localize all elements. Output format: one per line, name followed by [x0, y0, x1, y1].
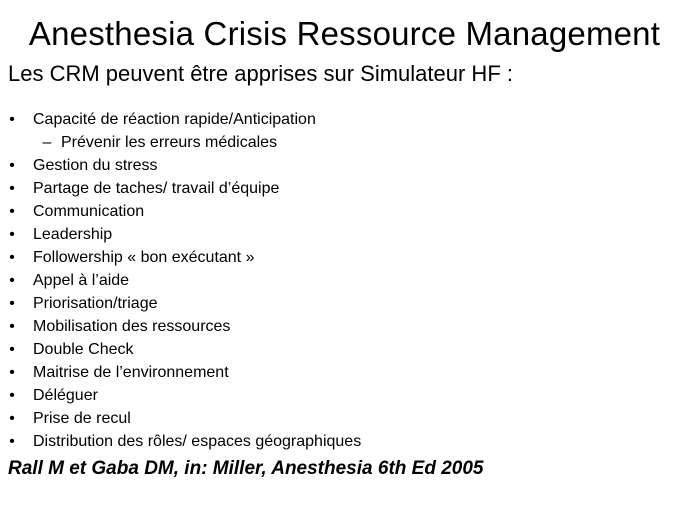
bullet-icon: • — [9, 410, 15, 427]
list-item — [0, 338, 689, 361]
list-item — [0, 430, 689, 453]
slide-subtitle: Les CRM peuvent être apprises sur Simulateur HF : — [8, 61, 513, 86]
list-item-text: Capacité de réaction rapide/Anticipation — [33, 111, 316, 128]
list-item — [0, 200, 689, 223]
bullet-icon: • — [9, 364, 15, 381]
dash-icon: – — [42, 134, 52, 151]
bullet-icon: • — [9, 387, 15, 404]
list-item-text: Gestion du stress — [33, 157, 158, 174]
list-item-text: Prise de recul — [33, 410, 131, 427]
bullet-icon: • — [9, 180, 15, 197]
bullet-icon: • — [9, 157, 15, 174]
list-item-text: Double Check — [33, 341, 134, 358]
list-item-text: Prévenir les erreurs médicales — [61, 134, 278, 151]
list-item-text: Appel à l’aide — [33, 272, 130, 289]
list-item-text: Leadership — [33, 226, 113, 243]
bullet-list — [0, 108, 689, 453]
list-item-text: Priorisation/triage — [33, 295, 158, 312]
list-item-text: Partage de taches/ travail d’équipe — [33, 180, 280, 197]
list-item-text: Distribution des rôles/ espaces géographiques — [33, 433, 362, 450]
bullet-icon: • — [9, 341, 15, 358]
list-item — [0, 177, 689, 200]
bullet-icon: • — [9, 433, 15, 450]
list-item-text: Maitrise de l’environnement — [33, 364, 229, 381]
list-item — [0, 315, 689, 338]
bullet-icon: • — [9, 249, 15, 266]
list-item — [0, 361, 689, 384]
slide-title: Anesthesia Crisis Ressource Management — [28, 15, 661, 52]
bullet-icon: • — [9, 295, 15, 312]
list-item — [0, 246, 689, 269]
list-item — [0, 154, 689, 177]
list-item-text: Communication — [33, 203, 145, 220]
citation: Rall M et Gaba DM, in: Miller, Anesthesia 6th Ed 2005 — [8, 458, 484, 479]
list-item — [0, 223, 689, 246]
list-item-text: Déléguer — [33, 387, 98, 404]
list-item-text: Followership « bon exécutant » — [33, 249, 255, 266]
list-item — [0, 292, 689, 315]
bullet-icon: • — [9, 272, 15, 289]
list-item — [0, 384, 689, 407]
bullet-icon: • — [9, 111, 15, 128]
bullet-icon: • — [9, 226, 15, 243]
list-item — [0, 108, 689, 131]
sub-list-item — [0, 131, 689, 154]
bullet-icon: • — [9, 318, 15, 335]
list-item — [0, 269, 689, 292]
list-item-text: Mobilisation des ressources — [33, 318, 231, 335]
bullet-icon: • — [9, 203, 15, 220]
list-item — [0, 407, 689, 430]
